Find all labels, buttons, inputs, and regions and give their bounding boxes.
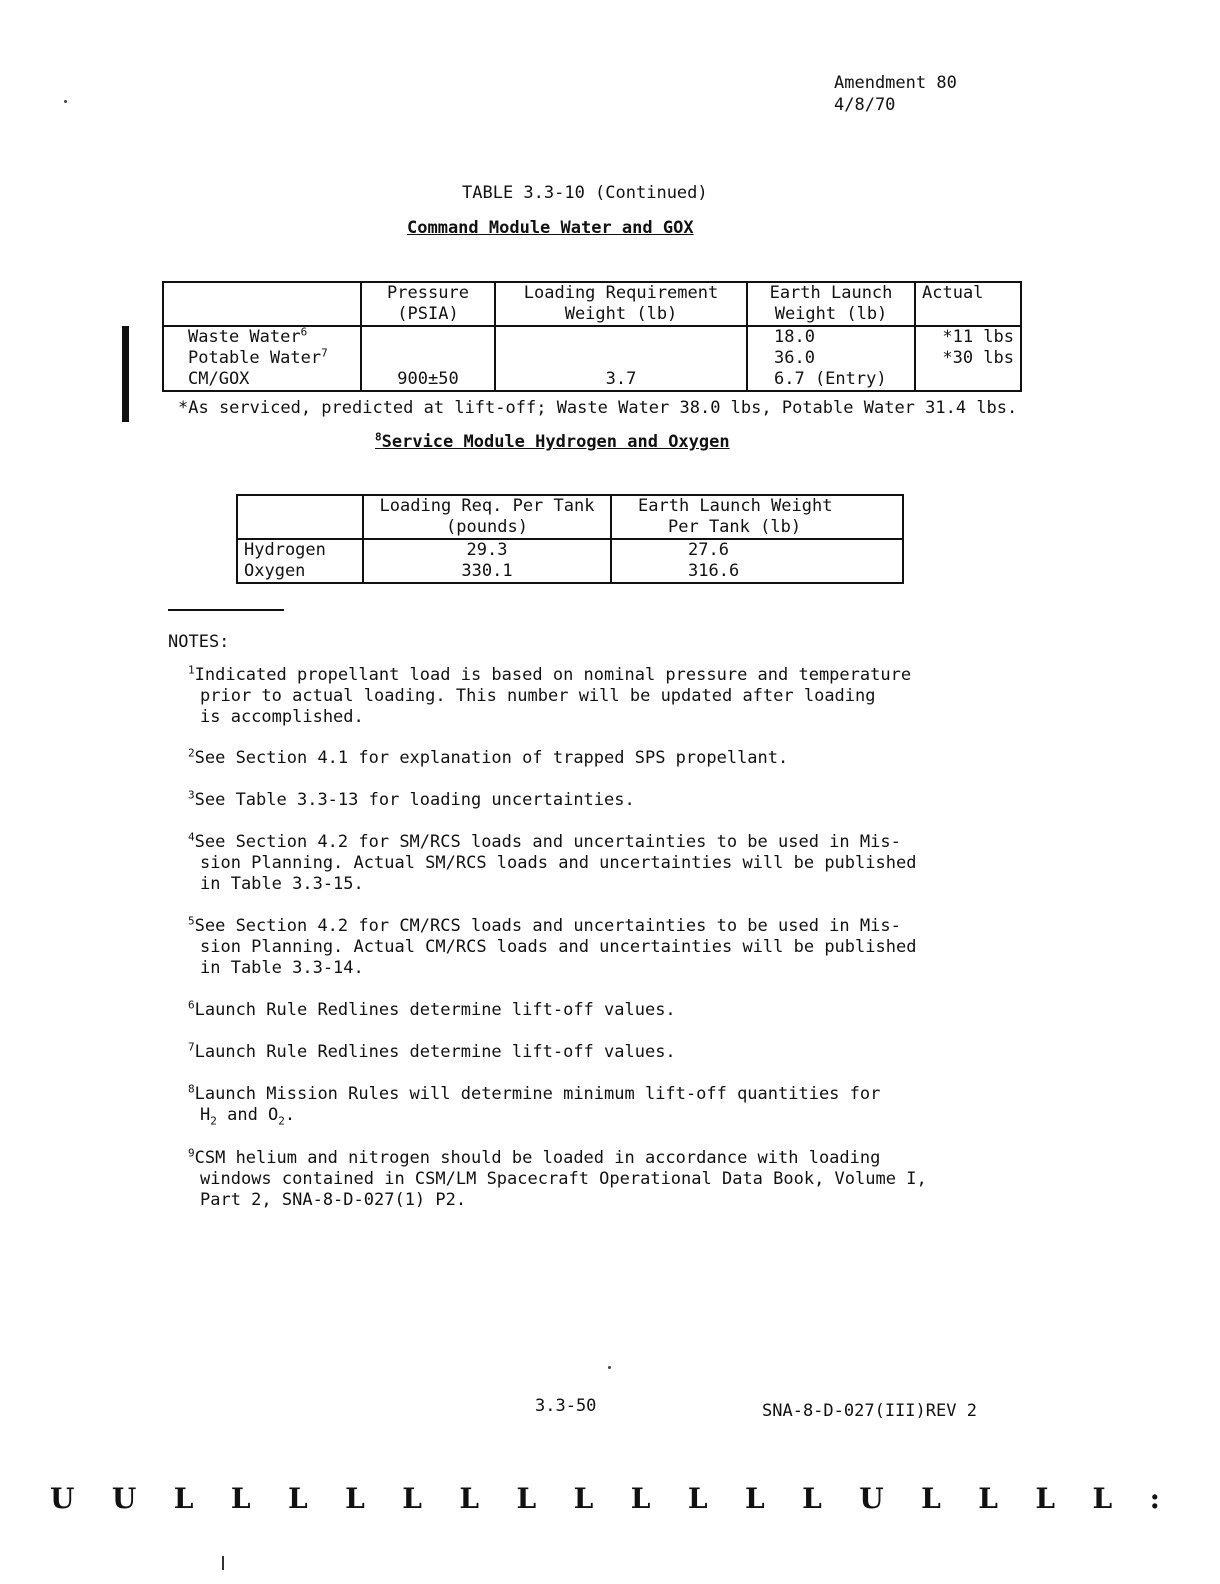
speck-dot bbox=[64, 100, 67, 103]
edge-mark: L bbox=[516, 1482, 537, 1515]
header-pressure-line1: Pressure bbox=[387, 283, 469, 303]
header-blank bbox=[163, 282, 361, 326]
header-loading-line2: (pounds) bbox=[446, 517, 528, 537]
header-launch-line1: Earth Launch Weight bbox=[638, 496, 833, 516]
note-8: $^8$Launch Mission Rules will determine minimum lift-off quantities for $H_2$ and $O_2$. bbox=[188, 1082, 881, 1128]
section-title-superscript: 8 bbox=[375, 430, 382, 444]
edge-mark: L bbox=[978, 1482, 998, 1515]
edge-mark: L bbox=[287, 1482, 308, 1515]
header-actual-line1: Actual bbox=[922, 283, 984, 303]
header-loading-line1: Loading Requirement bbox=[523, 283, 719, 303]
header-actual bbox=[915, 282, 1021, 326]
hydrogen-loading: 29.3 bbox=[466, 540, 508, 560]
header-launch bbox=[747, 282, 915, 326]
header-launch-line2: Weight (lb) bbox=[774, 304, 888, 324]
header-loading-per-tank bbox=[363, 495, 611, 539]
cm-gox-launch: 6.7 (Entry) bbox=[774, 369, 887, 389]
edge-mark: L bbox=[345, 1482, 365, 1515]
row-label-potable-water: Potable Water$^7$ bbox=[188, 346, 328, 368]
cm-water-gox-table bbox=[162, 281, 1022, 392]
header-pressure-line2: (PSIA) bbox=[397, 304, 459, 324]
section-title-sm-hydrogen-oxygen: $^8$Service Module Hydrogen and Oxygen bbox=[375, 430, 730, 452]
col-loading-values bbox=[495, 326, 747, 391]
notes-heading: NOTES: bbox=[168, 632, 230, 652]
potable-water-launch: 36.0 bbox=[774, 348, 815, 368]
table-header-row bbox=[237, 495, 903, 539]
edge-mark: L bbox=[687, 1482, 708, 1515]
oxygen-launch: 316.6 bbox=[688, 561, 740, 581]
page-number: 3.3-50 bbox=[535, 1396, 597, 1416]
note-4: $^4$See Section 4.2 for SM/RCS loads and uncertainties to be used in Mis- sion Planning. Actual SM/RCS loads and uncertainties will be published in Table 3.3-15. bbox=[188, 830, 917, 894]
edge-mark: : bbox=[1149, 1482, 1160, 1515]
col-pressure-values bbox=[361, 326, 495, 391]
note-7: $^7$Launch Rule Redlines determine lift-off values. bbox=[188, 1040, 676, 1062]
oxygen-loading: 330.1 bbox=[461, 561, 513, 581]
note-3: $^3$See Table 3.3-13 for loading uncertainties. bbox=[188, 788, 635, 810]
edge-mark: U bbox=[50, 1482, 75, 1515]
sm-hydrogen-oxygen-table bbox=[236, 494, 904, 584]
amendment-date: 4/8/70 bbox=[834, 95, 896, 115]
header-launch-per-tank bbox=[611, 495, 903, 539]
edge-mark: L bbox=[402, 1482, 422, 1515]
table-title: TABLE 3.3-10 (Continued) bbox=[462, 183, 708, 203]
edge-mark: L bbox=[173, 1482, 194, 1515]
edge-mark: L bbox=[744, 1482, 765, 1515]
col-actual-values bbox=[915, 326, 1021, 391]
row-labels bbox=[163, 326, 361, 391]
note-1: $^1$Indicated propellant load is based on nominal pressure and temperature prior to actual loading. This number will be updated after loading is accomplished. bbox=[188, 663, 912, 727]
row-label-waste-water: Waste Water$^6$ bbox=[188, 325, 308, 347]
edge-mark: U bbox=[111, 1482, 137, 1515]
table-footnote: *As serviced, predicted at lift-off; Waste Water 38.0 lbs, Potable Water 31.4 lbs. bbox=[178, 398, 1018, 418]
amendment-number: Amendment 80 bbox=[834, 73, 957, 93]
table-body-row bbox=[237, 539, 903, 583]
table-body-row bbox=[163, 326, 1021, 391]
cm-gox-pressure: 900±50 bbox=[397, 369, 459, 389]
header-blank bbox=[237, 495, 363, 539]
notes-divider bbox=[168, 609, 284, 611]
note-2: $^2$See Section 4.1 for explanation of trapped SPS propellant. bbox=[188, 746, 789, 768]
header-loading-line1: Loading Req. Per Tank bbox=[379, 496, 595, 516]
speck-dot bbox=[608, 1366, 611, 1369]
header-pressure bbox=[361, 282, 495, 326]
cm-gox-loading: 3.7 bbox=[605, 369, 637, 389]
header-loading-line2: Weight (lb) bbox=[564, 304, 678, 324]
edge-mark: L bbox=[1035, 1482, 1056, 1515]
header-launch-line2: Per Tank (lb) bbox=[668, 517, 802, 537]
document-id: SNA-8-D-027(III)REV 2 bbox=[762, 1401, 977, 1421]
edge-mark: L bbox=[630, 1482, 651, 1515]
note-9: $^9$CSM helium and nitrogen should be loaded in accordance with loading windows contained in CSM/LM Spacecraft Operational Data Book, Volume I, Part 2, SNA-8-D-027(1) P2. bbox=[188, 1146, 927, 1210]
change-bar bbox=[122, 326, 129, 422]
header-launch-line1: Earth Launch bbox=[769, 283, 893, 303]
edge-mark: L bbox=[573, 1482, 594, 1515]
row-label-hydrogen: Hydrogen bbox=[244, 540, 326, 560]
col-launch-values bbox=[747, 326, 915, 391]
section-title-cm-water-gox: Command Module Water and GOX bbox=[407, 218, 694, 238]
waste-water-actual: *11 lbs bbox=[942, 327, 1014, 347]
scan-tick-mark bbox=[222, 1556, 224, 1570]
col-launch-values bbox=[611, 539, 903, 583]
amendment-header bbox=[834, 72, 957, 116]
edge-mark: L bbox=[1092, 1482, 1113, 1515]
waste-water-launch: 18.0 bbox=[774, 327, 815, 347]
col-loading-values bbox=[363, 539, 611, 583]
hydrogen-launch: 27.6 bbox=[688, 540, 729, 560]
edge-mark: L bbox=[459, 1482, 480, 1515]
note-5: $^5$See Section 4.2 for CM/RCS loads and uncertainties to be used in Mis- sion Planning. Actual CM/RCS loads and uncertainties will be published in Table 3.3-14. bbox=[188, 914, 917, 978]
edge-mark: U bbox=[859, 1482, 884, 1515]
edge-mark: L bbox=[230, 1482, 251, 1515]
header-loading bbox=[495, 282, 747, 326]
row-label-oxygen: Oxygen bbox=[244, 561, 306, 581]
edge-mark: L bbox=[802, 1482, 822, 1515]
scan-edge-marks bbox=[50, 1482, 1160, 1515]
row-labels bbox=[237, 539, 363, 583]
note-6: $^6$Launch Rule Redlines determine lift-off values. bbox=[188, 998, 676, 1020]
row-label-cm-gox: CM/GOX bbox=[188, 369, 250, 389]
table-header-row bbox=[163, 282, 1021, 326]
potable-water-actual: *30 lbs bbox=[942, 348, 1014, 368]
edge-mark: L bbox=[921, 1482, 941, 1515]
